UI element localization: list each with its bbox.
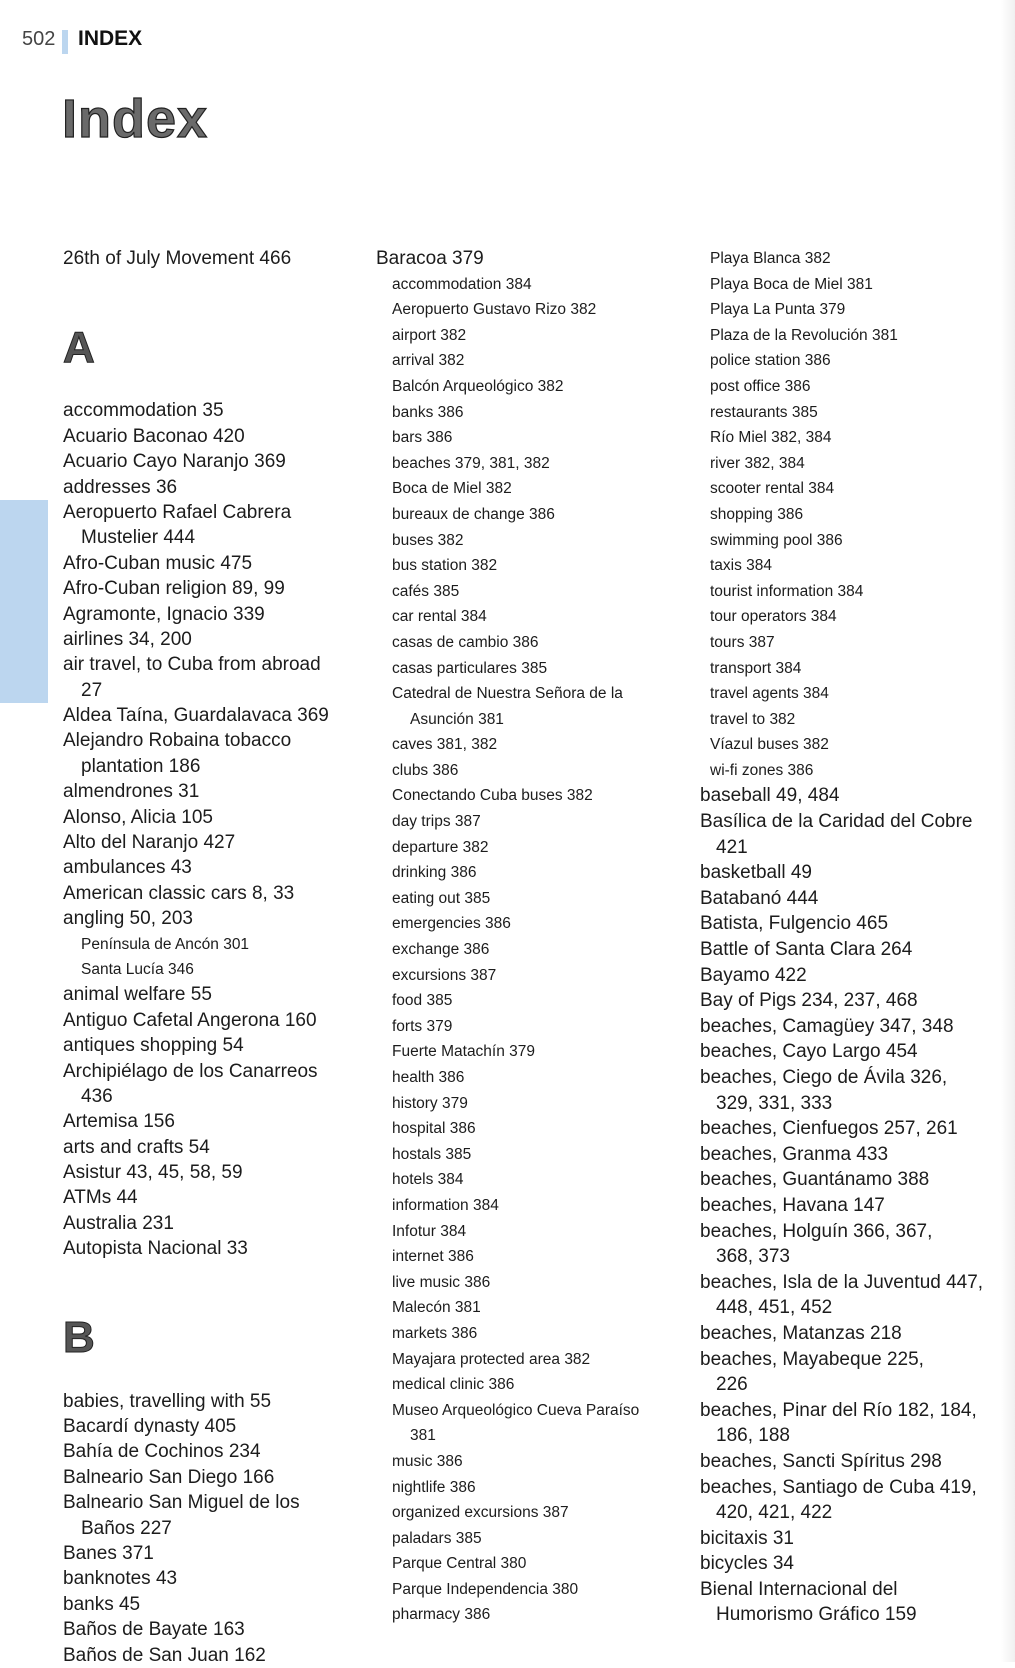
- index-entry: beaches, Granma 433: [700, 1143, 889, 1165]
- index-entry: Antiguo Cafetal Angerona 160: [63, 1009, 317, 1031]
- index-entry: almendrones 31: [63, 781, 200, 803]
- index-subentry: excursions 387: [392, 966, 497, 984]
- index-subentry: travel agents 384: [710, 685, 829, 703]
- index-subentry: wi-fi zones 386: [710, 761, 814, 779]
- index-subentry: Infotur 384: [392, 1222, 467, 1240]
- index-entry: Bay of Pigs 234, 237, 468: [700, 990, 918, 1012]
- index-subentry: police station 386: [710, 352, 831, 370]
- page-edge-shadow: [1001, 0, 1015, 1662]
- index-entry: beaches, Matanzas 218: [700, 1322, 902, 1344]
- index-entry: 421: [716, 836, 748, 858]
- index-entry: Balneario San Miguel de los: [63, 1492, 300, 1514]
- index-subentry: Boca de Miel 382: [392, 480, 512, 498]
- index-entry: Mustelier 444: [81, 527, 196, 549]
- index-subentry: nightlife 386: [392, 1478, 476, 1496]
- index-entry: beaches, Sancti Spíritus 298: [700, 1450, 942, 1472]
- index-entry: Baños de San Juan 162: [63, 1644, 266, 1666]
- index-subentry: Asunción 381: [410, 710, 504, 728]
- index-subentry: Aeropuerto Gustavo Rizo 382: [392, 301, 597, 319]
- index-subentry: Museo Arqueológico Cueva Paraíso: [392, 1401, 640, 1419]
- index-entry: American classic cars 8, 33: [63, 882, 295, 904]
- index-subentry: bureaux de change 386: [392, 505, 555, 523]
- index-entry: angling 50, 203: [63, 908, 193, 930]
- index-subentry: eating out 385: [392, 889, 491, 907]
- index-subentry: hostals 385: [392, 1145, 472, 1163]
- index-entry: airlines 34, 200: [63, 628, 192, 650]
- index-subentry: Malecón 381: [392, 1299, 481, 1317]
- index-subentry: Plaza de la Revolución 381: [710, 326, 898, 344]
- index-subentry: bus station 382: [392, 557, 498, 575]
- index-entry: Bahía de Cochinos 234: [63, 1441, 261, 1463]
- index-subentry: transport 384: [710, 659, 802, 677]
- index-entry: basketball 49: [700, 862, 812, 884]
- index-entry: Alejandro Robaina tobacco: [63, 730, 292, 752]
- index-entry: Archipiélago de los Canarreos: [63, 1060, 318, 1082]
- index-subentry: restaurants 385: [710, 403, 818, 421]
- index-entry: Bayamo 422: [700, 964, 807, 986]
- index-entry: beaches, Cienfuegos 257, 261: [700, 1118, 958, 1140]
- index-subentry: Balcón Arqueológico 382: [392, 377, 564, 395]
- page-number: 502: [22, 28, 56, 50]
- index-subentry: Playa Boca de Miel 381: [710, 275, 873, 293]
- index-subentry: casas de cambio 386: [392, 633, 539, 651]
- index-entry: baseball 49, 484: [700, 785, 840, 807]
- spacer: [63, 1262, 363, 1287]
- index-entry: Baracoa 379: [376, 248, 484, 269]
- index-entry: Artemisa 156: [63, 1111, 175, 1133]
- index-subentry: tours 387: [710, 633, 775, 651]
- index-subentry: exchange 386: [392, 941, 490, 959]
- index-entry: Acuario Cayo Naranjo 369: [63, 451, 286, 473]
- index-subentry: tourist information 384: [710, 582, 864, 600]
- index-entry: Alto del Naranjo 427: [63, 832, 236, 854]
- index-entry: Autopista Nacional 33: [63, 1238, 248, 1260]
- index-subentry: Río Miel 382, 384: [710, 429, 832, 447]
- index-column-2: [376, 246, 686, 1628]
- index-entry: Acuario Baconao 420: [63, 425, 245, 447]
- index-subentry: arrival 382: [392, 352, 465, 370]
- index-subentry: banks 386: [392, 403, 464, 421]
- index-subentry: food 385: [392, 992, 453, 1010]
- index-subentry: emergencies 386: [392, 915, 511, 933]
- index-entry: Batabanó 444: [700, 887, 819, 909]
- letter-heading: B: [63, 1313, 95, 1363]
- index-entry: Bacardí dynasty 405: [63, 1416, 237, 1438]
- index-subentry: Parque Independencia 380: [392, 1580, 579, 1598]
- index-entry: babies, travelling with 55: [63, 1390, 272, 1412]
- index-subentry: internet 386: [392, 1248, 474, 1266]
- index-entry: Banes 371: [63, 1542, 154, 1564]
- index-entry: bicycles 34: [700, 1553, 794, 1575]
- index-entry: beaches, Mayabeque 225,: [700, 1348, 924, 1370]
- index-entry: ambulances 43: [63, 857, 192, 879]
- index-entry: Battle of Santa Clara 264: [700, 939, 913, 961]
- index-entry: 186, 188: [716, 1425, 790, 1447]
- index-entry: beaches, Holguín 366, 367,: [700, 1220, 933, 1242]
- index-entry: Balneario San Diego 166: [63, 1466, 275, 1488]
- index-entry: ATMs 44: [63, 1187, 138, 1209]
- index-column-1: [63, 246, 363, 1668]
- index-subentry: Península de Ancón 301: [81, 935, 250, 953]
- index-subentry: accommodation 384: [392, 275, 532, 293]
- index-entry: addresses 36: [63, 476, 178, 498]
- index-subentry: 381: [410, 1427, 436, 1445]
- index-subentry: clubs 386: [392, 761, 459, 779]
- spacer: [63, 271, 363, 296]
- index-subentry: departure 382: [392, 838, 489, 856]
- index-entry: 329, 331, 333: [716, 1092, 833, 1114]
- index-subentry: Playa Blanca 382: [710, 250, 831, 267]
- index-entry: animal welfare 55: [63, 984, 212, 1006]
- index-subentry: history 379: [392, 1094, 468, 1112]
- index-subentry: live music 386: [392, 1273, 491, 1291]
- index-subentry: casas particulares 385: [392, 659, 548, 677]
- index-entry: beaches, Guantánamo 388: [700, 1169, 930, 1191]
- index-subentry: hospital 386: [392, 1120, 476, 1138]
- index-entry: beaches, Camagüey 347, 348: [700, 1015, 954, 1037]
- index-subentry: beaches 379, 381, 382: [392, 454, 550, 472]
- index-entry: Baños 227: [81, 1517, 172, 1539]
- index-entry: banknotes 43: [63, 1568, 178, 1590]
- index-subentry: airport 382: [392, 326, 467, 344]
- index-subentry: bars 386: [392, 429, 453, 447]
- index-entry: Baños de Bayate 163: [63, 1619, 245, 1641]
- index-entry: 26th of July Movement 466: [63, 248, 292, 269]
- index-subentry: shopping 386: [710, 505, 804, 523]
- index-subentry: scooter rental 384: [710, 480, 835, 498]
- index-entry: 436: [81, 1085, 113, 1107]
- index-entry: Afro-Cuban music 475: [63, 552, 253, 574]
- index-entry: 448, 451, 452: [716, 1297, 833, 1319]
- section-marker: [62, 30, 68, 54]
- index-subentry: markets 386: [392, 1324, 478, 1342]
- index-entry: accommodation 35: [63, 400, 224, 422]
- index-entry: beaches, Havana 147: [700, 1194, 885, 1216]
- index-entry: Agramonte, Ignacio 339: [63, 603, 265, 625]
- thumb-tab: [0, 500, 48, 703]
- index-subentry: caves 381, 382: [392, 736, 498, 754]
- index-entry: beaches, Cayo Largo 454: [700, 1041, 918, 1063]
- index-subentry: river 382, 384: [710, 454, 805, 472]
- index-subentry: organized excursions 387: [392, 1504, 569, 1522]
- index-entry: Afro-Cuban religion 89, 99: [63, 578, 285, 600]
- index-entry: Alonso, Alicia 105: [63, 806, 213, 828]
- index-entry: Humorismo Gráfico 159: [716, 1604, 917, 1626]
- index-entry: banks 45: [63, 1593, 141, 1615]
- index-entry: beaches, Ciego de Ávila 326,: [700, 1067, 948, 1088]
- index-subentry: Parque Central 380: [392, 1555, 527, 1573]
- index-column-3: [700, 246, 1000, 1628]
- index-subentry: health 386: [392, 1069, 465, 1086]
- index-subentry: travel to 382: [710, 710, 796, 728]
- index-entry: beaches, Isla de la Juventud 447,: [700, 1271, 984, 1293]
- index-subentry: Fuerte Matachín 379: [392, 1043, 536, 1061]
- index-subentry: music 386: [392, 1452, 463, 1470]
- index-entry: arts and crafts 54: [63, 1136, 210, 1158]
- index-entry: plantation 186: [81, 755, 201, 777]
- index-subentry: Playa La Punta 379: [710, 301, 846, 319]
- index-subentry: buses 382: [392, 531, 464, 549]
- index-subentry: paladars 385: [392, 1529, 482, 1547]
- index-subentry: Santa Lucía 346: [81, 960, 194, 978]
- index-entry: beaches, Santiago de Cuba 419,: [700, 1476, 977, 1498]
- index-subentry: swimming pool 386: [710, 531, 843, 549]
- index-subentry: hotels 384: [392, 1171, 464, 1189]
- index-subentry: tour operators 384: [710, 608, 837, 626]
- index-entry: Aldea Taína, Guardalavaca 369: [63, 705, 329, 727]
- index-entry: Basílica de la Caridad del Cobre: [700, 811, 973, 833]
- letter-heading: A: [63, 322, 95, 372]
- index-subentry: cafés 385: [392, 582, 460, 600]
- index-entry: 27: [81, 679, 103, 701]
- running-title: INDEX: [78, 27, 143, 50]
- index-entry: beaches, Pinar del Río 182, 184,: [700, 1399, 977, 1421]
- index-subentry: Mayajara protected area 382: [392, 1350, 591, 1368]
- index-entry: Australia 231: [63, 1212, 174, 1234]
- index-entry: 226: [716, 1374, 748, 1396]
- index-subentry: drinking 386: [392, 864, 477, 882]
- index-subentry: taxis 384: [710, 557, 773, 575]
- index-entry: 368, 373: [716, 1246, 790, 1268]
- index-entry: air travel, to Cuba from abroad: [63, 654, 321, 676]
- index-entry: bicitaxis 31: [700, 1527, 794, 1549]
- index-subentry: Conectando Cuba buses 382: [392, 787, 593, 805]
- index-entry: 420, 421, 422: [716, 1502, 833, 1524]
- index-subentry: information 384: [392, 1196, 499, 1214]
- index-subentry: pharmacy 386: [392, 1606, 491, 1624]
- index-entry: Aeropuerto Rafael Cabrera: [63, 501, 292, 523]
- index-entry: Asistur 43, 45, 58, 59: [63, 1162, 243, 1184]
- page-title: Index: [62, 89, 209, 149]
- index-entry: Batista, Fulgencio 465: [700, 913, 889, 935]
- index-entry: Bienal Internacional del: [700, 1578, 898, 1600]
- index-subentry: post office 386: [710, 377, 811, 395]
- index-subentry: day trips 387: [392, 813, 481, 831]
- index-subentry: forts 379: [392, 1017, 453, 1035]
- index-subentry: car rental 384: [392, 608, 487, 626]
- index-subentry: medical clinic 386: [392, 1376, 515, 1394]
- index-subentry: Catedral de Nuestra Señora de la: [392, 685, 623, 703]
- index-entry: antiques shopping 54: [63, 1035, 244, 1057]
- index-subentry: Víazul buses 382: [710, 736, 829, 754]
